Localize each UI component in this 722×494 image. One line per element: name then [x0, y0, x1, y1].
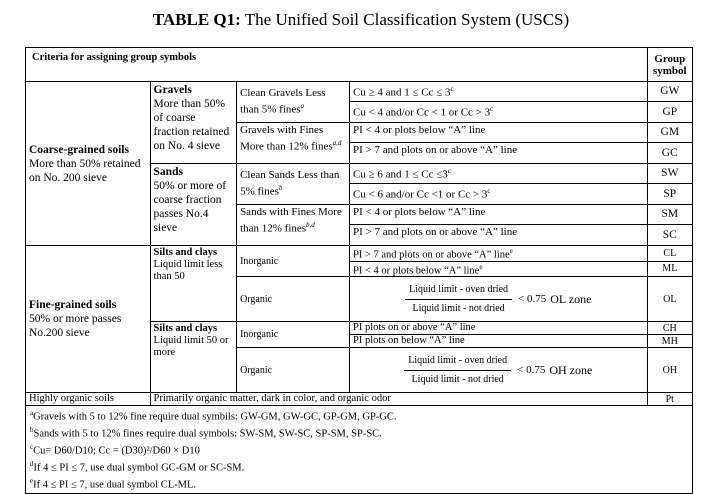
- table-title: [0, 10, 722, 30]
- highly-organic-desc: Primarily organic matter, dark in color, and organic odor: [150, 393, 647, 406]
- sands-title: Sands: [153, 166, 183, 178]
- high-organic: Organic: [237, 348, 350, 393]
- symbol-cl: CL: [647, 246, 692, 262]
- low-ll-cell: [150, 246, 237, 322]
- gw-criterion-text: Cu ≥ 4 and 1 ≤ Cc ≤ 3: [352, 86, 451, 99]
- table-row: [26, 82, 693, 102]
- ml-criterion-text: PI < 4 or plots below “A” line: [352, 265, 480, 276]
- gw-criterion: [349, 82, 647, 102]
- symbol-sc: SC: [647, 225, 692, 246]
- footnote-c: $^c$Cu= D60/D10; Cc = (D30)²/D60 × D10: [30, 443, 200, 457]
- footnote-e-text: If 4 ≤ PI ≤ 7, use dual symbol CL-ML.: [33, 479, 196, 491]
- sw-sup: c: [447, 167, 451, 175]
- clean-gravels-cell: [237, 82, 350, 123]
- coarse-grained-cell: [26, 82, 151, 246]
- oh-frac-bottom: Liquid limit - not dried: [411, 373, 504, 385]
- gravels-cell: [150, 82, 237, 164]
- footnotes: [26, 406, 693, 494]
- fine-grained-cell: [26, 246, 151, 393]
- gravels-desc: More than 50% of coarse fraction retained on No. 4 sieve: [153, 98, 230, 152]
- oh-criterion: [349, 348, 647, 393]
- sands-fines-label: Sands with Fines More than 12% fines: [240, 206, 342, 235]
- symbol-ch: CH: [647, 322, 692, 335]
- footnote-d: $^d$If 4 ≤ PI ≤ 7, use dual symbol GC-GM or SC-SM.: [30, 460, 245, 474]
- oh-fraction: [404, 355, 511, 386]
- sands-cell: [150, 164, 237, 246]
- symbol-sp: SP: [647, 184, 692, 205]
- cl-sup: e: [509, 247, 513, 255]
- ml-sup: e: [479, 262, 483, 271]
- symbol-mh: MH: [647, 335, 692, 348]
- oh-relation: < 0.75: [517, 363, 546, 376]
- sw-criterion: [349, 164, 647, 184]
- ol-fraction: [405, 284, 512, 315]
- symbol-gw: GW: [647, 82, 692, 102]
- footnote-c-text: Cu= D60/D10; Cc = (D30)²/D60 × D10: [33, 445, 200, 457]
- clean-sands-label: Clean Sands Less than 5% fines: [240, 169, 340, 198]
- symbol-label: symbol: [652, 64, 687, 77]
- symbol-oh: OH: [647, 348, 692, 393]
- clean-gravels-label: Clean Gravels Less than 5% fines: [240, 87, 326, 116]
- coarse-grained-desc: More than 50% retained on No. 200 sieve: [29, 157, 141, 184]
- low-inorganic: Inorganic: [237, 246, 350, 277]
- symbol-gc: GC: [647, 143, 692, 164]
- sc-criterion-text: PI > 7 and plots on or above “A” line: [352, 226, 518, 238]
- gp-sup: c: [490, 105, 494, 113]
- sp-criterion-text: Cu < 6 and/or Cc <1 or Cc > 3: [352, 188, 488, 201]
- ml-criterion: [349, 261, 647, 277]
- footnote-a-text: Gravels with 5 to 12% fine require dual symbils: GW-GM, GW-GC, GP-GM, GP-GC.: [33, 411, 397, 423]
- sp-criterion: [349, 184, 647, 205]
- fine-grained-title: Fine-grained soils: [29, 299, 117, 311]
- criteria-header: Criteria for assigning group symbols: [26, 48, 648, 82]
- uscs-table: [25, 47, 693, 494]
- high-ll-title: Silts and clays: [153, 323, 218, 334]
- gravels-fines-cell: [237, 123, 350, 164]
- gp-criterion: [349, 102, 647, 123]
- clean-gravels-sup: a: [300, 102, 305, 111]
- sc-criterion: [349, 225, 647, 246]
- ol-zone: OL zone: [550, 291, 592, 306]
- gp-criterion-text: Cu < 4 and/or Cc < 1 or Cc > 3: [352, 106, 491, 119]
- cl-criterion: [349, 246, 647, 262]
- low-ll-desc: Liquid limit less than 50: [153, 259, 223, 282]
- gm-criterion: [349, 123, 647, 143]
- gravels-fines-label: Gravels with Fines More than 12% fines: [240, 124, 333, 153]
- symbol-sm: SM: [647, 205, 692, 225]
- coarse-grained-title: Coarse-grained soils: [29, 143, 129, 156]
- clean-sands-cell: [237, 164, 350, 205]
- table-caption: The Unified Soil Classification System (USCS): [240, 10, 570, 29]
- symbol-gm: GM: [647, 123, 692, 143]
- sands-fines-cell: [237, 205, 350, 246]
- footnote-e: $^e$If 4 ≤ PI ≤ 7, use dual symbol CL-ML.: [30, 477, 196, 491]
- oh-zone: OH zone: [549, 362, 593, 377]
- symbol-pt: Pt: [647, 393, 692, 406]
- table-number: TABLE Q1:: [152, 10, 241, 29]
- sands-fines-sup: b,d: [306, 221, 315, 229]
- high-ll-cell: [150, 322, 237, 393]
- sands-desc: 50% or more of coarse fraction passes No.4 sieve: [153, 180, 227, 234]
- sw-criterion-text: Cu ≥ 6 and 1 ≤ Cc ≤3: [352, 168, 448, 181]
- footnote-row: [26, 406, 693, 494]
- footnote-a: $^a$Gravels with 5 to 12% fine require dual symbils: GW-GM, GW-GC, GP-GM, GP-GC.: [30, 409, 397, 423]
- oh-frac-top: Liquid limit - oven dried: [404, 355, 511, 371]
- ol-criterion: [349, 277, 647, 322]
- gc-criterion-text: PI > 7 and plots on or above “A” line: [352, 144, 518, 156]
- ch-criterion: PI plots on or above “A” line: [349, 322, 647, 335]
- mh-criterion: PI plots on below “A” line: [349, 335, 647, 348]
- footnote-b: $^b$Sands with 5 to 12% fines require dual symbols: SW-SM, SW-SC, SP-SM, SP-SC.: [30, 426, 382, 440]
- footnote-b-text: Sands with 5 to 12% fines require dual symbols: SW-SM, SW-SC, SP-SM, SP-SC.: [33, 428, 382, 440]
- low-organic: Organic: [237, 277, 350, 322]
- table-row: [26, 393, 693, 406]
- footnote-d-text: If 4 ≤ PI ≤ 7, use dual symbol GC-GM or SC-SM.: [33, 462, 245, 474]
- fine-grained-desc: 50% or more passes No.200 sieve: [29, 313, 122, 339]
- ol-frac-bottom: Liquid limit - not dried: [412, 302, 505, 314]
- symbol-gp: GP: [647, 102, 692, 123]
- symbol-ol: OL: [647, 277, 692, 322]
- symbol-ml: ML: [647, 261, 692, 277]
- gravels-fines-sup: a,d: [332, 139, 342, 147]
- group-label: Group: [654, 52, 686, 65]
- sm-criterion-text: PI < 4 or plots below “A” line: [352, 206, 486, 218]
- gravels-title: Gravels: [153, 84, 192, 96]
- clean-sands-sup: b: [278, 184, 283, 193]
- cl-criterion-text: PI > 7 and plots on or above “A” line: [352, 249, 510, 261]
- group-symbol-header: [647, 48, 692, 82]
- gm-criterion-text: PI < 4 or plots below “A” line: [352, 124, 486, 136]
- high-inorganic: Inorganic: [237, 322, 350, 348]
- symbol-sw: SW: [647, 164, 692, 184]
- ol-relation: < 0.75: [518, 292, 547, 305]
- highly-organic-title: Highly organic soils: [26, 393, 151, 406]
- low-ll-title: Silts and clays: [153, 247, 218, 258]
- ol-frac-top: Liquid limit - oven dried: [405, 284, 512, 300]
- table-row: [26, 246, 693, 262]
- header-row: [26, 48, 693, 82]
- high-ll-desc: Liquid limit 50 or more: [153, 335, 229, 358]
- sp-sup: c: [487, 187, 491, 195]
- sm-criterion: [349, 205, 647, 225]
- gw-sup: c: [450, 85, 454, 93]
- gc-criterion: [349, 143, 647, 164]
